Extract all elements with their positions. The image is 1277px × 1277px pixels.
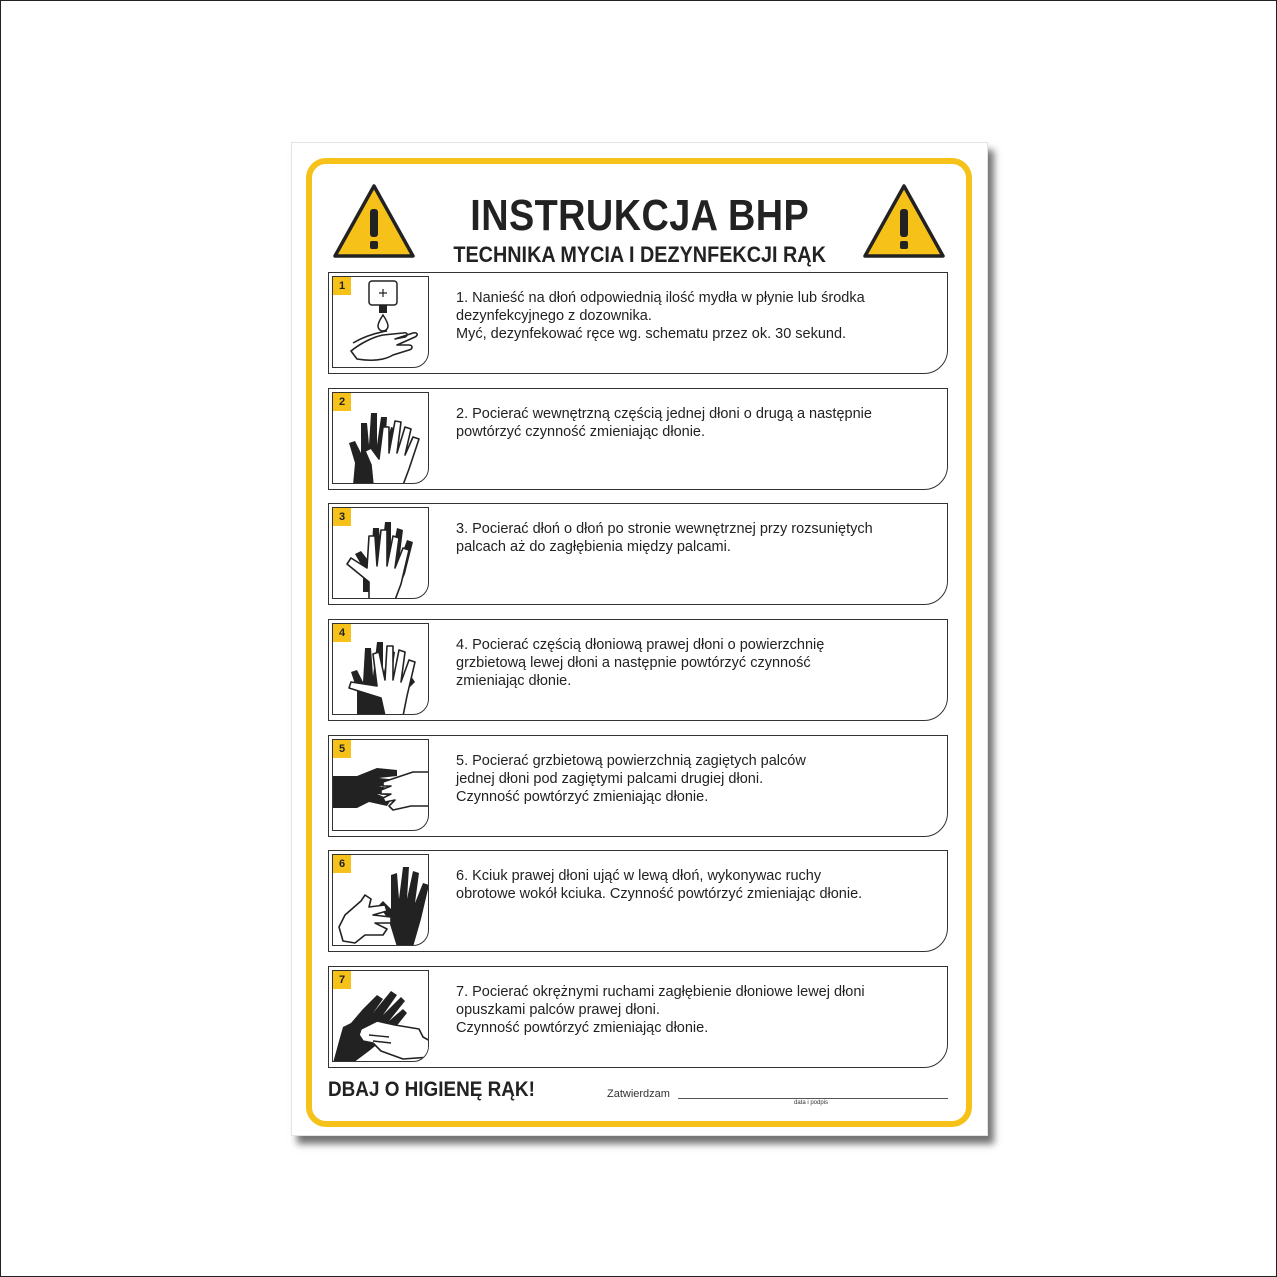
step-1 — [328, 272, 948, 374]
bhp-poster — [291, 142, 988, 1136]
step-number-badge: 1 — [333, 277, 351, 295]
signature-hint: data i podpis — [794, 1100, 829, 1106]
step-number-badge: 7 — [333, 971, 351, 989]
page-title: INSTRUKCJA BHP — [470, 191, 810, 240]
step-5 — [328, 735, 948, 837]
step-text: 4. Pocierać częścią dłoniową prawej dłoni o powierzchnię grzbietową lewej dłoni a następnie powtórzyć czynność zmieniając dłonie. — [456, 637, 825, 689]
step-number-badge: 4 — [333, 624, 351, 642]
step-text: 3. Pocierać dłoń o dłoń po stronie wewnętrznej przy rozsuniętych palcach aż do zagłębienia między palcami. — [456, 521, 873, 555]
step-illustration — [332, 739, 429, 831]
step-3 — [328, 503, 948, 605]
step-illustration — [332, 392, 429, 484]
step-4 — [328, 619, 948, 721]
step-number-badge: 5 — [333, 740, 351, 758]
step-text: 7. Pocierać okrężnymi ruchami zagłębienie dłoniowe lewej dłoni opuszkami palców prawej dłoni. Czynność powtórzyć zmieniając dłonie. — [456, 984, 865, 1036]
step-illustration — [332, 854, 429, 946]
approve-label: Zatwierdzam — [607, 1088, 670, 1100]
signature-line — [678, 1098, 948, 1099]
step-illustration — [332, 623, 429, 715]
step-text: 6. Kciuk prawej dłoni ująć w lewą dłoń, wykonywac ruchy obrotowe wokół kciuka. Czynność powtórzyć zmieniając dłonie. — [456, 868, 863, 902]
step-7 — [328, 966, 948, 1068]
step-illustration — [332, 970, 429, 1062]
step-2 — [328, 388, 948, 490]
step-illustration — [332, 507, 429, 599]
step-text: 5. Pocierać grzbietową powierzchnią zagiętych palców jednej dłoni pod zagiętymi palcami drugiej dłoni. Czynność powtórzyć zmieniając dłonie. — [456, 753, 806, 805]
step-text: 1. Nanieść na dłoń odpowiednią ilość mydła w płynie lub środka dezynfekcyjnego z dozownika. Myć, dezynfekować ręce wg. schematu przez ok. 30 sekund. — [456, 290, 865, 342]
step-6 — [328, 850, 948, 952]
step-illustration — [332, 276, 429, 368]
step-text: 2. Pocierać wewnętrzną częścią jednej dłoni o drugą a następnie powtórzyć czynność zmieniając dłonie. — [456, 406, 872, 440]
slogan: DBAJ O HIGIENĘ RĄK! — [328, 1078, 535, 1101]
step-number-badge: 6 — [333, 855, 351, 873]
page-subtitle: TECHNIKA MYCIA I DEZYNFEKCJI RĄK — [453, 242, 826, 267]
step-number-badge: 2 — [333, 393, 351, 411]
step-number-badge: 3 — [333, 508, 351, 526]
